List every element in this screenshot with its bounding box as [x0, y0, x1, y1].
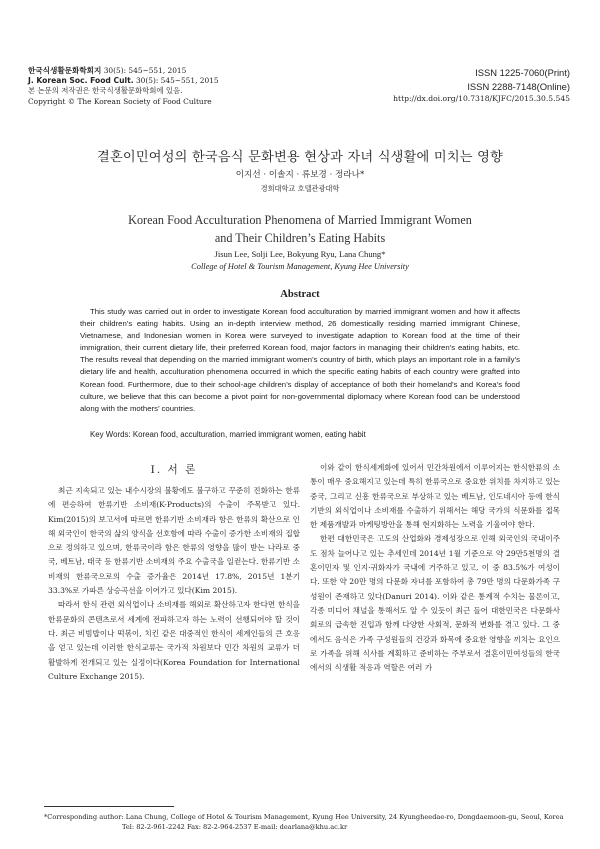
footnote-address: *Corresponding author: Lana Chung, College of Hotel & Tourism Management, Kyung Hee University, 24 Kyungheedae-ro, Dongdaemoon-gu, Seoul, Korea	[44, 813, 564, 821]
body-paragraph: 최근 지속되고 있는 내수시장의 불황에도 불구하고 꾸준히 진화하는 한류에 편승하여 한류기반 소비재(K-Products)의 수출이 주목받고 있다. Kim(2015)의 보고서에 따르면 한류기반 소비재라 함은 한류의 확산으로 인해 외국인이 한국의 삶의 양식을 선호함에 따라 수출이 증가한 소비재의 집합으로 정의하고 있으며, 한류국이라 함은 한류의 영향을 많이 받는 나라로 중국, 베트남, 태국 등 한류기반 소비재의 주요 수출국을 일컫는다. 한류기반 소비재의 한류국으로의 수출 증가율은 2014년 17.8%, 2015년 1분기 33.3%로 가파른 상승곡선을 이어가고 있다(Kim 2015).	[48, 486, 300, 596]
issn-block	[393, 66, 570, 105]
paper-title-en-line1: Korean Food Acculturation Phenomena of Married Immigrant Women	[128, 213, 472, 227]
journal-citation-en	[28, 76, 328, 86]
affiliation-ko: 경희대학교 호텔관광대학	[260, 184, 340, 193]
copyright-en: Copyright © The Korean Society of Food Culture	[28, 96, 212, 106]
body-paragraph: 이와 같이 한식세계화에 있어서 민간차원에서 이루어지는 한식한류의 소통이 매우 중요해지고 있는데 특히 한류국으로 중요한 위치를 차지하고 있는 중국, 그리고 신흥 한류국으로 부상하고 있는 베트남, 인도네시아 등에 한식 기반의 외식업이나 소비재를 수출하기 위해서는 해당 국가의 식문화를 접목한 제품개발과 마케팅방안을 통해 현지화하는 노력을 기울여야 한다.	[310, 463, 560, 530]
paper-title-ko: 결혼이민여성의 한국음식 문화변용 현상과 자녀 식생활에 미치는 영향	[97, 150, 503, 165]
copyright-ko: 본 논문의 저작권은 한국식생활문화학회에 있음.	[28, 86, 183, 96]
body-paragraph: 한편 대한민국은 고도의 산업화와 경제성장으로 인해 외국인의 국내이주도 점차 늘어나고 있는 추세인데 2014년 1월 기준으로 약 29만5천명의 결혼이민자 및 인지·귀화자가 국내에 거주하고 있고, 이 중 83.5%가 여성이다. 또한 약 20만 명의 다문화 자녀를 포함하여 총 79만 명의 다문화가족 구성원이 존재하고 있다(Danuri 2014). 이와 같은 통계적 수치는 물론이고, 각종 미디어 채널을 통해서도 알 수 있듯이 최근 들어 대한민국은 다문화사회로의 급속한 진입과 함께 다양한 사회적, 문화적 변화를 겪고 있다. 그 중에서도 음식은 가족 구성원들의 건강과 화목에 중요한 영향을 끼치는 요인으로 가족을 위해 식사를 계획하고 준비하는 주부로서 결혼이민여성들의 한국에서의 식생활 적응과 역할은 여러 가	[310, 534, 560, 673]
journal-name-ko: 한국식생활문화학회지	[28, 66, 102, 75]
abstract-text: This study was carried out in order to investigate Korean food acculturation by married immigrant women and how it affects their children’s eating habits. Using an in-depth interview method, 26 domestically residing married immigrant Chinese, Vietnamese, and Indonesian women in Korea were surveyed to investigate adaption to Korean food at the time of their immigration, their current dietary life, their preferred Korean food, major factors in managing their children’s eating habits, etc. The results reveal that depending on the married immigrant women’s country of birth, which plays an important role in a family’s dietary life and health, acculturation phenomena occurred in which the specific eating habits of each country were grafted into Korean food. Furthermore, due to their school-age children’s display of acceptance of both their homeland’s and Korea’s food culture, we believe that this can become a pivot point for non-governmental diplomacy where Korean food can be understood along with the mothers’ countries.	[80, 307, 520, 413]
paper-title-en	[0, 211, 600, 247]
journal-name-en: J. Korean Soc. Food Cult.	[28, 76, 134, 86]
affiliation-en: College of Hotel & Tourism Management, Kyung Hee University	[191, 262, 409, 271]
journal-citation-ko	[28, 66, 328, 76]
authors-ko: 이지선 · 이솔지 · 류보경 · 정라나*	[235, 170, 365, 180]
journal-volume-ko: 30(5): 545~551, 2015	[101, 66, 187, 75]
journal-header	[28, 66, 328, 107]
corresponding-author-footnote	[44, 812, 564, 832]
footnote-divider	[44, 806, 174, 807]
keywords: Key Words: Korean food, acculturation, married immigrant women, eating habit	[90, 430, 366, 439]
footnote-contact: Tel: 82-2-961-2242 Fax: 82-2-964-2537 E-mail: dearlana@khu.ac.kr	[122, 823, 348, 831]
section-heading-introduction: I. 서 론	[150, 464, 198, 476]
abstract-heading: Abstract	[280, 289, 320, 300]
issn-online: ISSN 2288-7148(Online)	[467, 81, 570, 92]
doi-link[interactable]: http://dx.doi.org/10.7318/KJFC/2015.30.5.545	[393, 94, 570, 103]
body-paragraph: 따라서 한식 관련 외식업이나 소비재를 해외로 확산하고자 한다면 한식을 한류문화의 콘텐츠로서 세계에 전파하고자 하는 노력이 선행되어야 할 것이다. 최근 비빔밥이나 떡볶이, 치킨 같은 대중적인 한식이 세계인들의 큰 호응을 얻고 있는데 이러한 한식교류는 국가적 차원보다 민간 차원의 교류가 더 활발하게 전개되고 있는 실정이다(Korea Foundation for International Culture Exchange 2015).	[48, 600, 300, 681]
authors-en: Jisun Lee, Solji Lee, Bokyung Ryu, Lana Chung*	[214, 249, 386, 259]
issn-print: ISSN 1225-7060(Print)	[475, 67, 570, 78]
body-column-left	[48, 484, 300, 684]
abstract-body	[80, 306, 520, 415]
paper-title-en-line2: and Their Children’s Eating Habits	[214, 231, 386, 245]
body-column-right	[310, 461, 560, 675]
journal-volume-en: 30(5): 545~551, 2015	[133, 76, 219, 86]
